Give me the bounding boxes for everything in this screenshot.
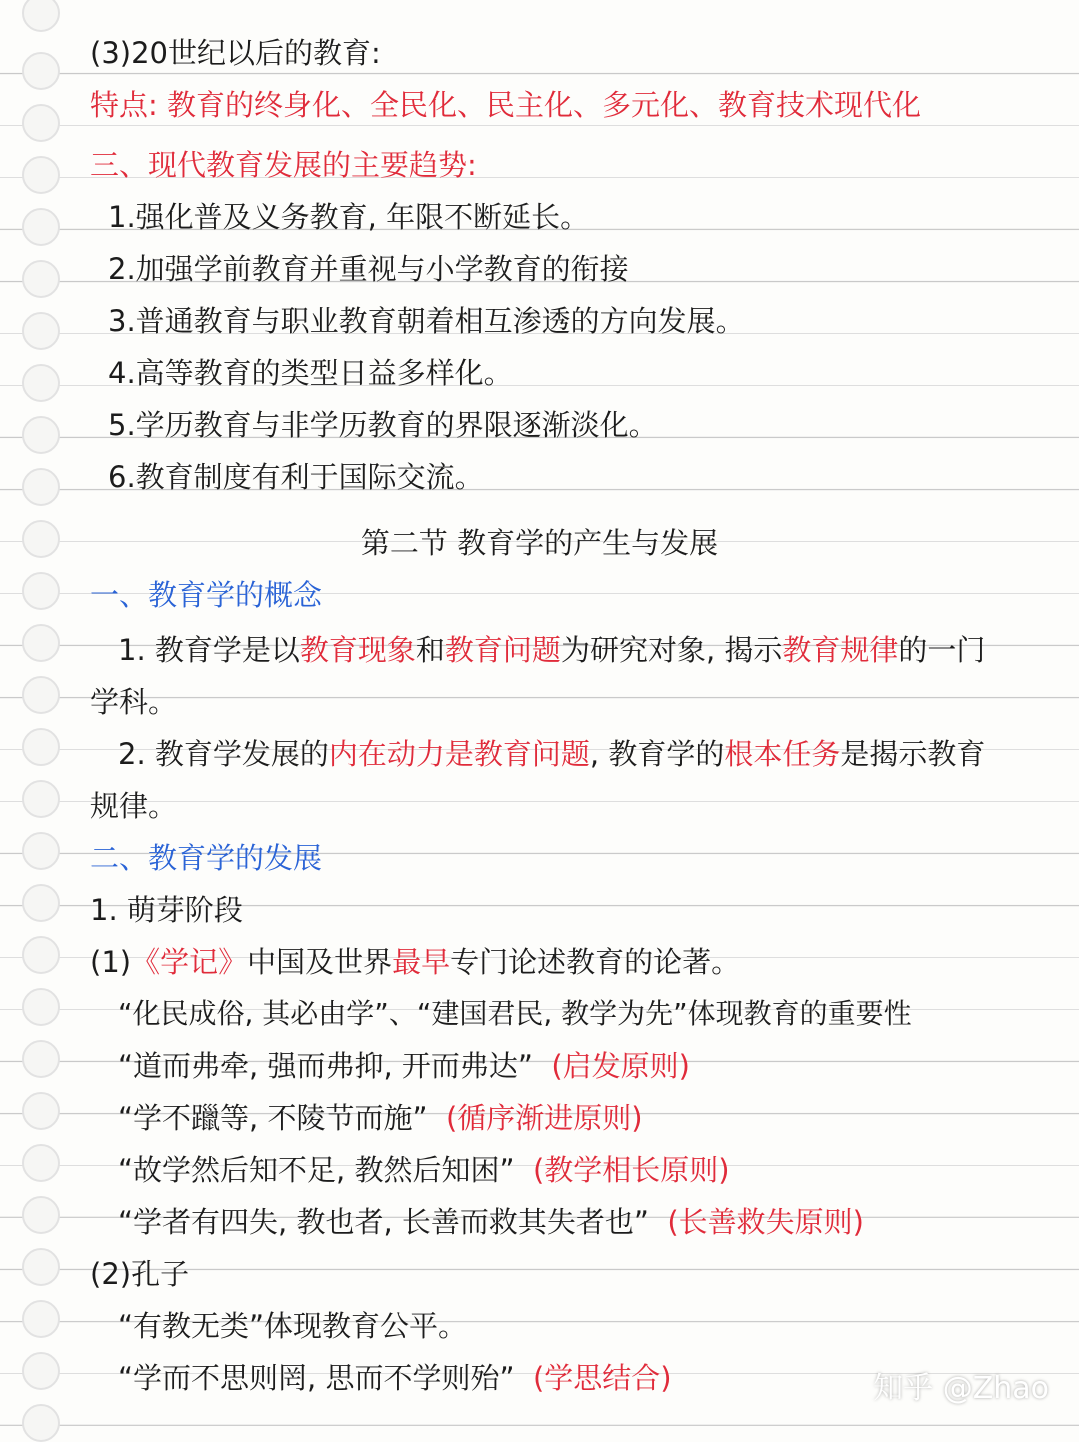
binder-hole xyxy=(22,1196,60,1234)
text: (1) xyxy=(90,945,132,979)
features-line: 特点: 教育的终身化、全民化、民主化、多元化、教育技术现代化 xyxy=(90,88,921,122)
highlight: 《学记》 xyxy=(131,945,248,979)
binder-hole xyxy=(22,156,60,194)
binder-hole xyxy=(22,1404,60,1442)
trend-item: 1.强化普及义务教育, 年限不断延长。 xyxy=(108,200,590,234)
principle-note: (教学相长原则) xyxy=(532,1153,730,1187)
binder-hole xyxy=(22,0,60,32)
quote-line xyxy=(118,1040,1029,1092)
highlight: 教育现象 xyxy=(299,633,416,667)
quote-text: “化民成俗, 其必由学”、“建国君民, 教学为先”体现教育的重要性 xyxy=(118,997,912,1030)
binder-hole xyxy=(22,364,60,402)
binder-hole xyxy=(22,624,60,662)
xueji-line xyxy=(90,936,1029,988)
quote-text: “道而弗牵, 强而弗抑, 开而弗达” xyxy=(118,1049,533,1083)
trend-item: 6.教育制度有利于国际交流。 xyxy=(108,460,484,494)
quote-text: “学不躐等, 不陵节而施” xyxy=(118,1101,428,1135)
quote-line xyxy=(118,988,1029,1040)
text: 为研究对象, 揭示 xyxy=(560,633,783,667)
binder-hole xyxy=(22,1352,60,1390)
concept-title: 一、教育学的概念 xyxy=(90,578,323,612)
principle-note: (长善救失原则) xyxy=(667,1205,864,1239)
highlight: 最早 xyxy=(392,945,451,979)
binder-hole xyxy=(22,416,60,454)
trend-item: 5.学历教育与非学历教育的界限逐渐淡化。 xyxy=(108,408,658,442)
stage-1: 1. 萌芽阶段 xyxy=(90,893,243,927)
binder-hole xyxy=(22,208,60,246)
confucius-quote xyxy=(118,1300,1029,1352)
text: 1. 教育学是以 xyxy=(118,633,300,667)
binder-hole xyxy=(22,832,60,870)
binder-hole xyxy=(22,988,60,1026)
text: 中国及世界 xyxy=(247,945,393,979)
binder-hole xyxy=(22,312,60,350)
concept-item-2 xyxy=(118,728,1029,780)
highlight: 根本任务 xyxy=(724,737,841,771)
text: 2. 教育学发展的 xyxy=(118,737,329,771)
principle-note: (学思结合) xyxy=(532,1361,672,1395)
binder-hole xyxy=(22,468,60,506)
quote-text: “学而不思则罔, 思而不学则殆” xyxy=(118,1361,515,1395)
binder-hole xyxy=(22,520,60,558)
binder-hole xyxy=(22,728,60,766)
binder-hole xyxy=(22,104,60,142)
text: , 教育学的 xyxy=(589,737,725,771)
quote-text: “有教无类”体现教育公平。 xyxy=(118,1309,468,1343)
section-title: 第二节 教育学的产生与发展 xyxy=(360,526,719,560)
confucius-heading: (2)孔子 xyxy=(90,1257,190,1291)
section3-header: (3)20世纪以后的教育: xyxy=(90,36,381,70)
principle-note: (启发原则) xyxy=(551,1049,690,1083)
binder-hole xyxy=(22,676,60,714)
trend-item: 4.高等教育的类型日益多样化。 xyxy=(108,356,513,390)
binder-hole xyxy=(22,572,60,610)
binder-holes xyxy=(0,0,60,1430)
principle-note: (循序渐进原则) xyxy=(445,1101,643,1135)
highlight: 教育问题 xyxy=(444,633,561,667)
binder-hole xyxy=(22,52,60,90)
highlight: 内在动力是教育问题 xyxy=(328,737,590,771)
quote-text: “故学然后知不足, 教然后知困” xyxy=(118,1153,515,1187)
trends-title: 三、现代教育发展的主要趋势: xyxy=(90,148,477,182)
quote-line xyxy=(118,1196,1029,1248)
text: 的一门 xyxy=(898,633,986,667)
binder-hole xyxy=(22,1300,60,1338)
quote-line xyxy=(118,1144,1029,1196)
quote-line xyxy=(118,1092,1029,1144)
text: 和 xyxy=(415,633,445,667)
development-title: 二、教育学的发展 xyxy=(90,841,323,875)
binder-hole xyxy=(22,884,60,922)
concept-item-1 xyxy=(118,624,1029,676)
binder-hole xyxy=(22,1248,60,1286)
watermark: 知乎 @Zhao xyxy=(873,1371,1049,1406)
trend-item: 2.加强学前教育并重视与小学教育的衔接 xyxy=(108,252,629,286)
concept-item-2-cont: 规律。 xyxy=(90,789,178,823)
binder-hole xyxy=(22,260,60,298)
quote-text: “学者有四失, 教也者, 长善而救其失者也” xyxy=(118,1205,649,1239)
binder-hole xyxy=(22,1144,60,1182)
binder-hole xyxy=(22,780,60,818)
concept-item-1-cont: 学科。 xyxy=(90,685,178,719)
binder-hole xyxy=(22,1040,60,1078)
text: 是揭示教育 xyxy=(840,737,986,771)
binder-hole xyxy=(22,1092,60,1130)
binder-hole xyxy=(22,936,60,974)
trend-item: 3.普通教育与职业教育朝着相互渗透的方向发展。 xyxy=(108,304,745,338)
text: 专门论述教育的论著。 xyxy=(450,945,741,979)
highlight: 教育规律 xyxy=(782,633,899,667)
